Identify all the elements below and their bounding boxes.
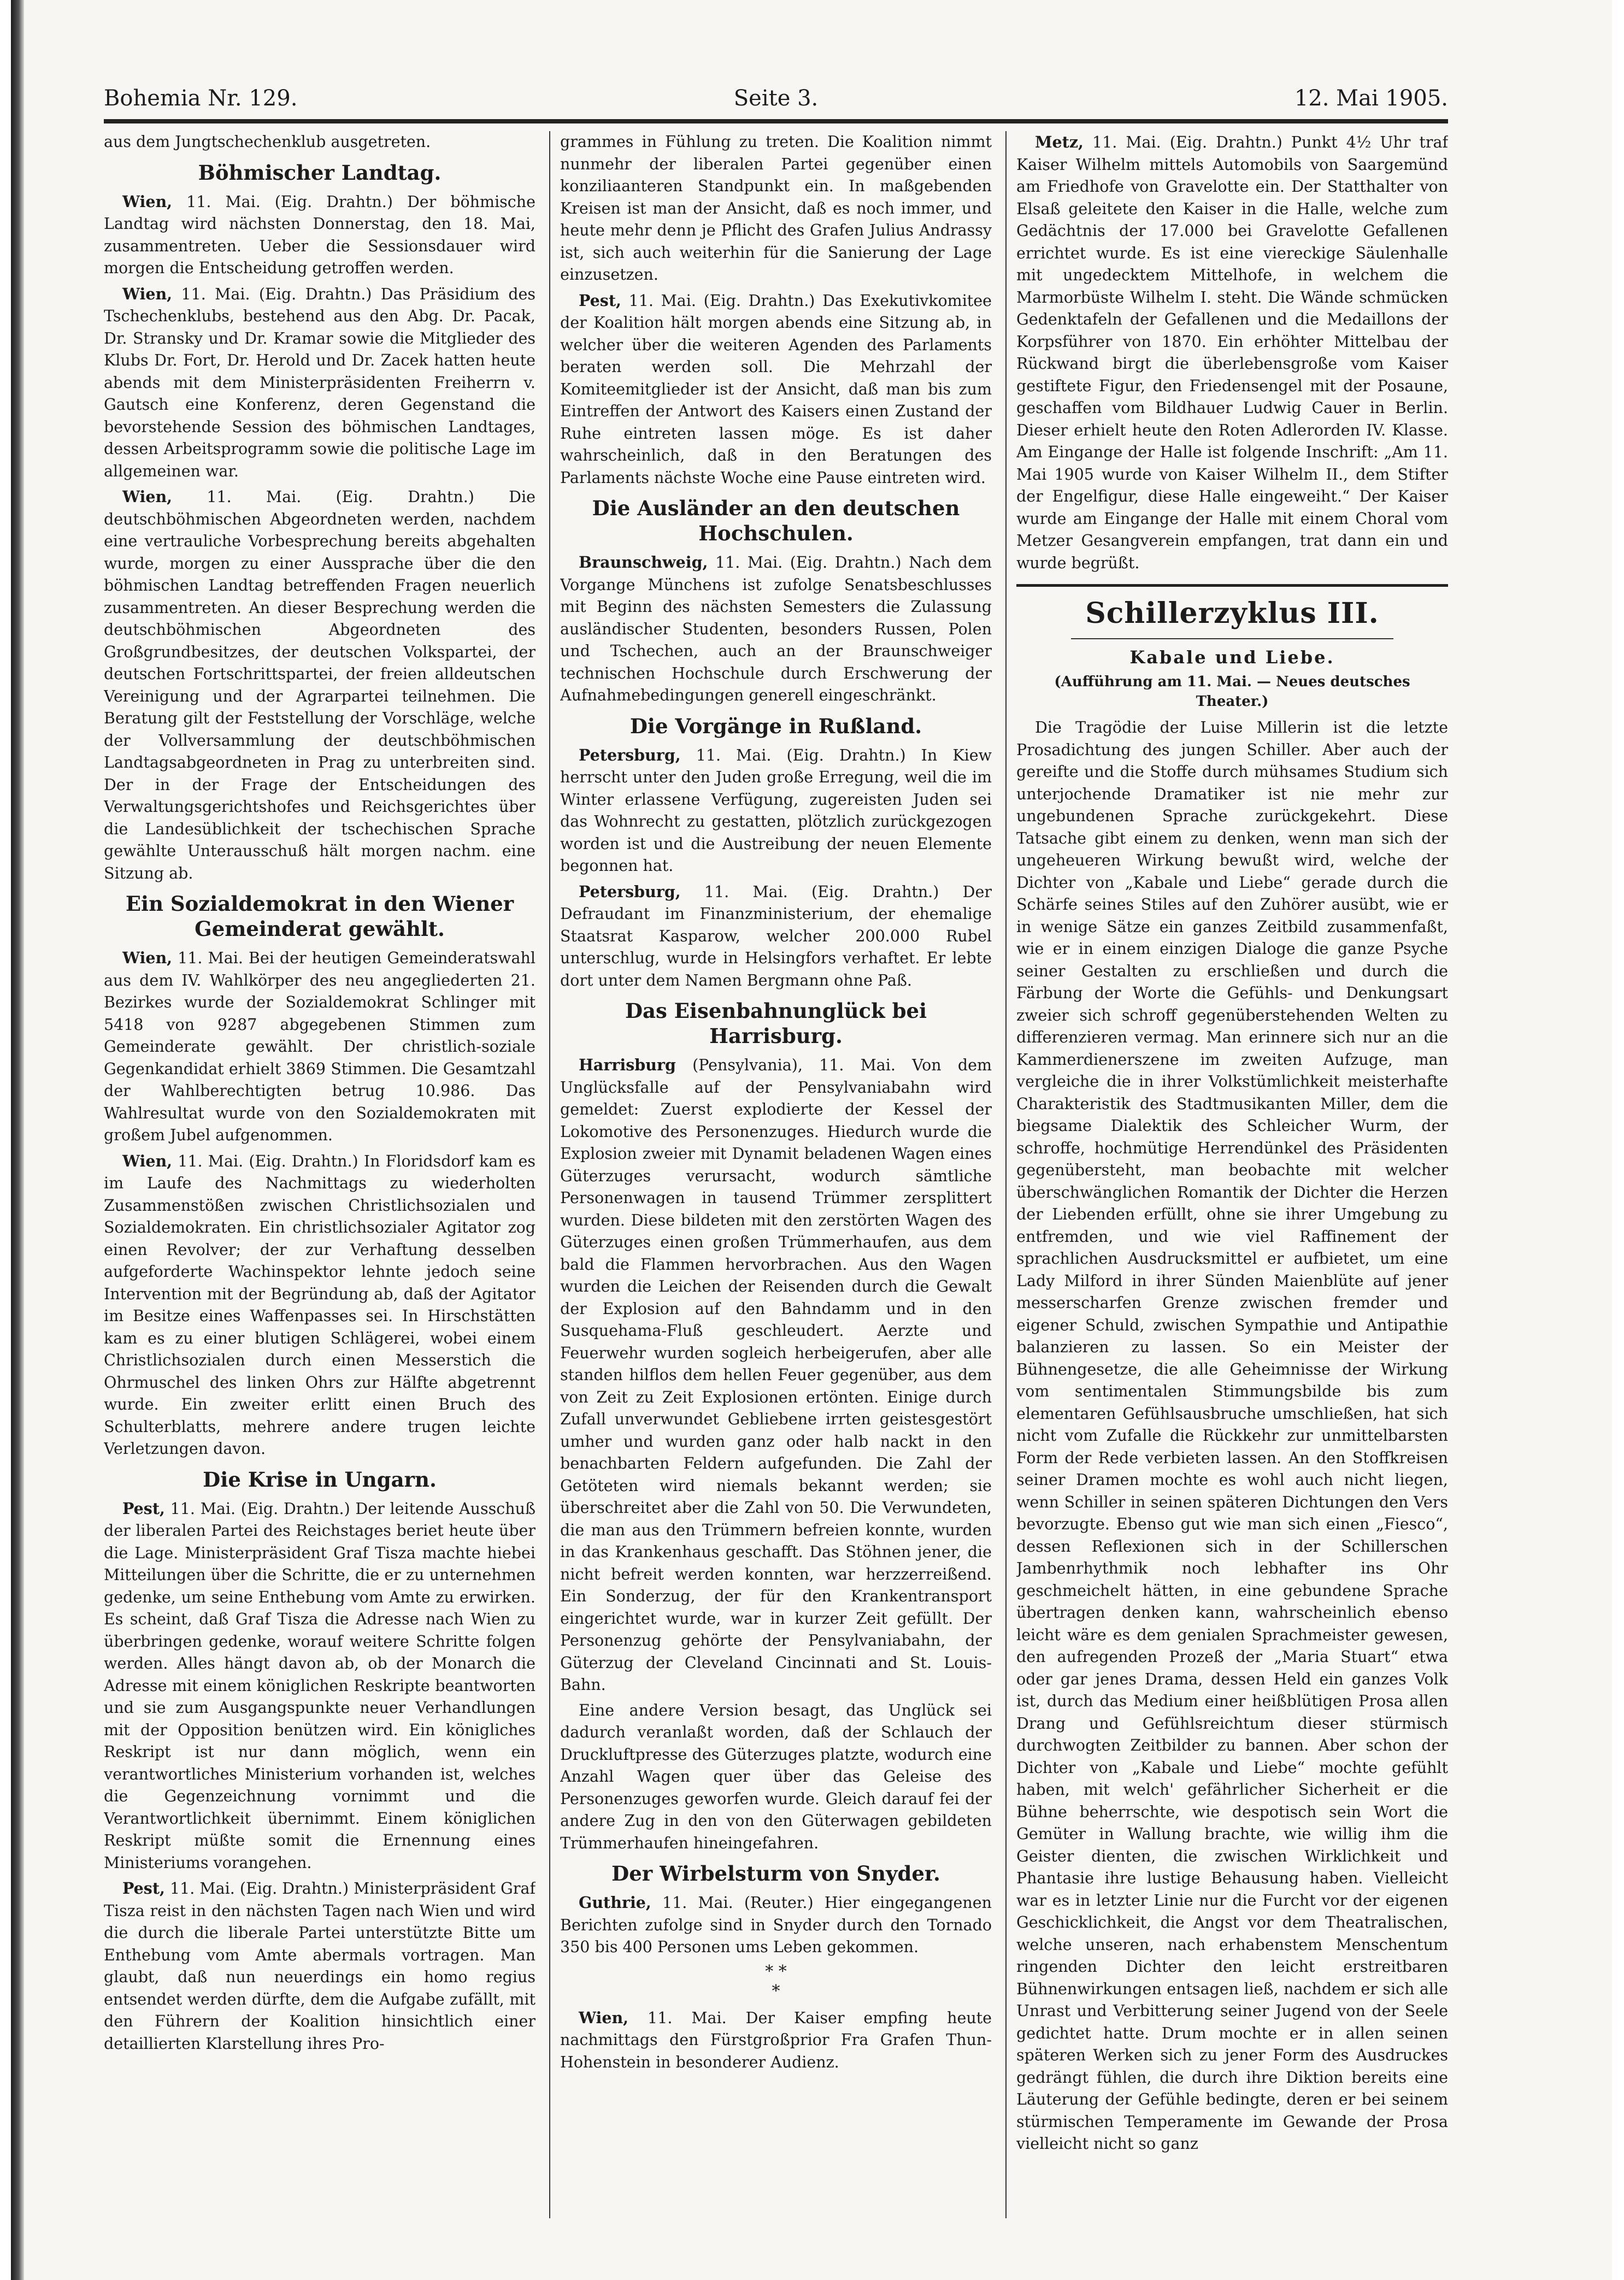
dateline: Wien, <box>122 1151 173 1170</box>
news-text: 11. Mai. Der Kaiser empfing heute nachmittags den Fürstgroßprior Fra Grafen Thun-Hohenstein in besonderer Audienz. <box>560 2008 992 2071</box>
feuilleton-rule <box>1016 584 1448 587</box>
dateline: Wien, <box>122 948 173 967</box>
issue-label: Bohemia Nr. 129. <box>104 86 298 111</box>
news-item <box>560 881 992 992</box>
news-item <box>104 1877 536 2055</box>
news-item <box>104 486 536 885</box>
page-content <box>104 82 1448 2229</box>
news-text: 11. Mai. (Eig. Drahtn.) Das Präsidium des Tschechenklubs, bestehend aus den Abg. Dr. Pacak, Dr. Stransky und Dr. Kramar sowie die Mitglieder des Klubs Dr. Fort, Dr. Herold und Dr. Zacek hatten heute abends mit dem Ministerpräsidenten Freiherrn v. Gautsch eine Konferenz, deren Gegenstand die bevorstehende Session des böhmischen Landtages, dessen Arbeitsprogramm sowie die politische Lage im allgemeinen war. <box>104 285 536 480</box>
news-text: 11. Mai. Bei der heutigen Gemeinderatswahl aus dem IV. Wahlkörper des neu angegliederten 21. Bezirkes wurde der Sozialdemokrat Schlinger mit 5418 von 9287 abgegebenen Stimmen zum Gemeinderate gewählt. Der christlich-soziale Gegenkandidat erhielt 3869 Stimmen. Die Gesamtzahl der Wahlberechtigten betrug 10.986. Das Wahlresultat wurde von den Sozialdemokraten mit großem Jubel aufgenommen. <box>104 949 536 1144</box>
feuilleton-title: Schillerzyklus III. <box>1085 597 1379 630</box>
scan-binding-edge <box>11 0 24 2280</box>
column-2 <box>560 131 992 2224</box>
news-text: 11. Mai. (Eig. Drahtn.) Punkt 4½ Uhr traf Kaiser Wilhelm mittels Automobils von Saargemünd am Friedhofe von Gravelotte ein. Der Statthalter von Elsaß geleitete den Kaiser in die Halle, welche zum Gedächtnis der 17.000 bei Gravelotte Gefallenen errichtet wurde. Es ist eine viereckige Säulenhalle mit ungedecktem Mittelhofe, in welchem die Marmorbüste Wilhelm I. steht. Die Wände schmücken Gedenktafeln der Gefallenen und die Medaillons der Korpsführer von 1870. Ein erhöhter Mittelbau der Rückwand birgt die überlebensgroße vom Kaiser gestiftete Figur, den Friedensengel mit der Posaune, geschaffen vom Bildhauer Ludwig Cauer in Berlin. Dieser erhielt heute den Roten Adlerorden IV. Klasse. Am Eingange der Halle ist folgende Inschrift: „Am 11. Mai 1905 wurde von Kaiser Wilhelm II., dem Stifter der Engelfigur, diese Halle eingeweiht.“ Der Kaiser wurde am Eingange der Halle mit einem Choral vom Metzer Gesangverein empfangen, trat dann ein und wurde begrüßt. <box>1016 133 1448 572</box>
article-continuation: aus dem Jungtschechenklub ausgetreten. <box>104 133 431 151</box>
column-1 <box>104 131 536 2224</box>
column-divider <box>1005 131 1007 2218</box>
news-text: 11. Mai. (Eig. Drahtn.) Ministerpräsident Graf Tisza reist in den nächsten Tagen nach Wien und wird die durch die liberale Partei unterstützte Bitte um Enthebung vom Amte abermals vortragen. Man glaubt, daß nun neuerdings ein homo regius entsendet werden dürfte, dem die Aufgabe zufällt, mit den Führern der Koalition hinsichtlich einer detaillierten Klarstellung ihres Pro- <box>104 1880 536 2053</box>
dateline: Pest, <box>579 291 621 310</box>
issue-date: 12. Mai 1905. <box>1294 86 1448 111</box>
news-text: 11. Mai. (Eig. Drahtn.) Der leitende Ausschuß der liberalen Partei des Reichstages beriet heute über die Lage. Ministerpräsident Graf Tisza machte hiebei Mitteilungen über die Schritte, die er zu unternehmen gedenke, um seine Enthebung vom Amte zu erwirken. Es scheint, daß Graf Tisza die Adresse nach Wien zu überbringen gedenke, worauf weitere Schritte folgen werden. Alles hängt davon ab, ob der Monarch die Adresse mit einem königlichen Reskripte beantworten und sie zum Ausgangspunkte neuer Verhandlungen mit der Opposition benützen wird. Ein königliches Reskript ist nur dann möglich, wenn ein verantwortliches Ministerium vorhanden ist, welches die Gegenzeichnung vornimmt und die Verantwortlichkeit übernimmt. Einem königlichen Reskript müßte somit die Ernennung eines Ministeriums vorangehen. <box>104 1499 536 1872</box>
dateline: Braunschweig, <box>579 553 708 572</box>
news-text: 11. Mai. (Eig. Drahtn.) Die deutschböhmischen Abgeordneten werden, nachdem eine vertrauliche Vorbesprechung bereits abgehalten wurde, morgen zu einer Aussprache über die den böhmischen Landtag betreffenden Fragen neuerlich zusammentreten. An dieser Besprechung werden die deutschböhmischen Abgeordneten des Großgrundbesitzes, der deutschen Volkspartei, der deutschen Fortschrittspartei, der freien alldeutschen Vereinigung und der Agrarpartei teilnehmen. Die Beratung gilt der Feststellung der Vorschläge, welche der Vollversammlung der deutschböhmischen Landtagsabgeordneten in Prag zu unterbreiten sind. Der in der Frage der Entscheidungen des Verwaltungsgerichtshofes und Reichsgerichtes über die Landesüblichkeit der tschechischen Sprache gewählte Unterausschuß hält morgen nachm. eine Sitzung ab. <box>104 488 536 882</box>
page-header <box>104 82 1448 115</box>
asterism-separator: * * * <box>765 1961 787 2001</box>
news-item <box>1016 131 1448 574</box>
dateline: Petersburg, <box>579 745 681 764</box>
headline: Die Krise in Ungarn. <box>203 1467 437 1492</box>
news-item <box>104 947 536 1147</box>
article-continuation: grammes in Fühlung zu treten. Die Koalition nimmt nunmehr der liberalen Partei gegenüber einen konziliaanteren Standpunkt ein. In maßgebenden Kreisen ist man der Ansicht, daß es noch immer, und heute mehr denn je Pflicht des Grafen Julius Andrassy ist, sich auch weiterhin für die Sanierung der Lage einzusetzen. <box>560 133 992 284</box>
news-item <box>104 1498 536 1875</box>
news-item: Eine andere Version besagt, das Unglück sei dadurch veranlaßt worden, daß der Schlauch der Druckluftpresse des Güterzuges platzte, wodurch eine Anzahl Wagen quer über das Geleise des Personenzuges geworfen wurde. Gleich darauf fei der andere Zug in den von den Güterwagen gebildeten Trümmerhaufen hineingefahren. <box>560 1701 992 1852</box>
dateline: Harrisburg <box>579 1056 676 1074</box>
news-item <box>104 1150 536 1460</box>
news-text: 11. Mai. (Eig. Drahtn.) Der Defraudant im Finanzministerium, der ehemalige Staatsrat Kasparow, welcher 200.000 Rubel unterschlug, wurde in Helsingfors verhaftet. Er lebte dort unter dem Namen Bergmann ohne Paß. <box>560 882 992 989</box>
news-item <box>560 744 992 877</box>
news-item <box>560 290 992 490</box>
headline: Die Vorgänge in Rußland. <box>629 714 922 738</box>
news-text: 11. Mai. (Eig. Drahtn.) In Kiew herrscht unter den Juden große Erregung, weil die im Winter erlassene Verfügung, zugereisten Juden sei das Wohnrecht zu gestatten, plötzlich zurückgezogen worden ist und die Austreibung der neuen Elemente begonnen hat. <box>560 746 992 875</box>
column-3 <box>1016 131 1448 2224</box>
news-text: 11. Mai. (Reuter.) Hier eingegangenen Berichten zufolge sind in Snyder durch den Tornado 350 bis 400 Personen ums Leben gekommen. <box>560 1894 992 1956</box>
dateline: Wien, <box>122 192 173 211</box>
news-item <box>104 191 536 280</box>
news-item <box>560 1892 992 1959</box>
play-title: Kabale und Liebe. <box>1129 647 1335 668</box>
dateline: Wien, <box>579 2008 629 2027</box>
dateline: Guthrie, <box>579 1893 651 1912</box>
dateline: Pest, <box>122 1499 165 1518</box>
news-text: 11. Mai. (Eig. Drahtn.) Das Exekutivkomitee der Koalition hält morgen abends eine Sitzung ab, in welcher über die weiteren Agenden des Parlaments beraten werden soll. Die Mehrzahl der Komiteemitglieder ist der Ansicht, daß man bis zum Eintreffen der Antwort des Kaisers einen Zustand der Ruhe eintreten lassen möge. Es ist daher wahrscheinlich, daß in den Beratungen des Parlaments nächste Woche eine Pause eintreten wird. <box>560 291 992 487</box>
headline: Böhmischer Landtag. <box>198 160 442 185</box>
headline: Der Wirbelsturm von Snyder. <box>611 1861 940 1886</box>
header-rule <box>104 119 1448 123</box>
news-item <box>560 551 992 707</box>
news-item <box>560 1054 992 1696</box>
dateline: Metz, <box>1035 133 1084 151</box>
news-text: 11. Mai. (Eig. Drahtn.) Der böhmische Landtag wird nächsten Donnerstag, den 18. Mai, zusammentreten. Ueber die Sessionsdauer wird morgen die Entscheidung getroffen werden. <box>104 192 536 277</box>
page-number: Seite 3. <box>733 86 819 111</box>
dateline: Wien, <box>122 487 173 506</box>
dateline: Petersburg, <box>579 882 681 901</box>
news-text: 11. Mai. (Eig. Drahtn.) In Floridsdorf kam es im Laufe des Nachmittags zu wiederholten Zusammenstößen zwischen Christlichsozialen und Sozialdemokraten. Ein christlichsozialer Agitator zog einen Revolver; der zur Verhaftung desselben aufgeforderte Wachinspektor lehnte jedoch seine Intervention mit der Begründung ab, daß der Agitator im Besitze eines Waffenpasses sei. In Hirschstätten kam es zu einer blutigen Schlägerei, wobei einem Christlichsozialen durch einen Messerstich die Ohrmuschel des linken Ohrs zur Hälfte abgetrennt wurde. Ein zweiter erlitt einen Bruch des Schulterblatts, mehrere andere trugen leichte Verletzungen davon. <box>104 1152 536 1458</box>
headline: Ein Sozialdemokrat in den Wiener Gemeinderat gewählt. <box>125 892 514 941</box>
headline: Das Eisenbahnunglück bei Harrisburg. <box>625 999 927 1048</box>
column-divider <box>549 131 550 2218</box>
news-item <box>560 2007 992 2074</box>
dateline: Pest, <box>122 1879 165 1898</box>
news-item <box>104 283 536 483</box>
review-text: Die Tragödie der Luise Millerin ist die letzte Prosadichtung des jungen Schiller. Aber auch der gereifte und die Stoffe durch mühsames Studium sich unterjochende Dramatiker ist nie mehr zur ungebundenen Sprache zurückgekehrt. Diese Tatsache gibt einem zu denken, wenn man sich der ungeheueren Wirkung bewußt wird, welche der Dichter von „Kabale und Liebe“ gerade durch die Schärfe seines Stiles auf den Zuhörer ausübt, wie er in wenige Sätze ein ganzes Zeitbild zusammenfaßt, wie er in einem einzigen Dialoge die ganze Psyche seiner Gestalten zu erschließen und durch die Färbung der Worte die Gefühls- und Denkungsart zweier sich schroff gegenüberstehenden Welten zu differenzieren vermag. Man erinnere sich nur an die Kammerdienerszene im zweiten Aufzuge, man vergleiche die in ihrer Volkstümlichkeit meisterhafte Charakteristik des Stadtmusikanten Miller, dem die biegsame Dialektik des Schleicher Wurm, der schroffe, hochmütige Herrendünkel des Präsidenten gegenübersteht, man beobachte mit welcher überschwänglichen Romantik der Dichter die Herzen der Liebenden erfüllt, ohne sie ihrer Umgebung zu entfremden, und wie viel Raffinement der sprachlichen Ausdrucksmittel er aufbietet, um eine Lady Milford in ihrer Sünden Maienblüte auf jener messerscharfen Grenze zwischen fremder und eigener Schuld, zwischen Sympathie und Antipathie balanzieren zu lassen. So ein Meister der Bühnengesetze, die alle Geheimnisse der Wirkung vom sentimentalen Stimmungsbilde bis zum elementaren Gefühlsausbruche umschließen, hat sich nicht vom Zufalle die Rückkehr zur unmittelbarsten Form der Rede verbieten lassen. An den Stoffkreisen seiner Dramen mochte es wohl auch nicht liegen, wenn Schiller in seinen späteren Dichtungen den Vers bevorzugte. Ebenso gut wie man sich einen „Fiesco“, dessen Reflexionen sich in der Schillerschen Jambenrhythmik noch lebhafter ins Ohr geschmeichelt hätten, in eine gebundene Sprache übertragen denken kann, wahrscheinlich ebenso leicht wäre es dem genialen Sprachmeister gewesen, den aufregenden Prozeß der „Maria Stuart“ etwa oder gar jenes Drama, dessen Held ein ganzes Volk ist, durch das Medium einer heißblütigen Prosa allen Drang und Gefühlsreichtum dieser stürmisch durchwogten Zeitbilder zu bannen. Aber schon der Dichter von „Kabale und Liebe“ mochte gefühlt haben, mit welch' gefährlicher Sicherheit er die Bühne beherrschte, wie despotisch sein Wort die Gemüter in Wallung brachte, wie willig ihm die Geister dienten, die zwischen Wirklichkeit und Phantasie ihre lustige Behausung haben. Vielleicht war es in letzter Linie nur die Furcht vor der eigenen Geschicklichkeit, die Angst vor dem Theatralischen, welche unseren, nach erhabenstem Menschentum ringenden Dichter den leicht erstreitbaren Bühnenwirkungen entsagen ließ, nachdem er sich alle Unrast und Verbitterung seiner Jugend von der Seele gedichtet hatte. Drum mochte er in allen seinen späteren Werken sich zu jener Form des Ausdruckes gedrängt fühlen, die durch ihre Diktion bereits eine Läuterung der Gefühle bedingte, deren er bei seinem stürmischen Temperamente im Gewande der Prosa vielleicht nicht so ganz <box>1016 718 1448 2153</box>
news-text: (Pensylvania), 11. Mai. Von dem Unglücksfalle auf der Pensylvaniabahn wird gemeldet: Zuerst explodierte der Kessel der Lokomotive des Personenzuges. Hiedurch wurde die Explosion zweier mit Dynamit beladenen Wagen eines Güterzuges verursacht, wodurch sämtliche Personenwagen in tausend Trümmer zersplittert wurden. Diese bildeten mit den zerstörten Wagen des Güterzuges einen großen Trümmerhaufen, aus dem bald die Flammen hervorbrachen. Aus den Wagen wurden die Leichen der Reisenden durch die Gewalt der Explosion auf den Bahndamm und in den Susquehama-Fluß geschleudert. Aerzte und Feuerwehr wurden sogleich herbeigerufen, aber alle standen hilflos dem hellen Feuer gegenüber, aus dem von Zeit zu Zeit Explosionen ertönten. Einige durch Zufall unverwundet Gebliebene irrten geistesgestört umher und wurden ganz oder halb nackt in den benachbarten Feldern aufgefunden. Die Zahl der Getöteten wird niemals bekannt werden; sie überschreitet aber die Zahl von 50. Die Verwundeten, die man aus den Trümmern befreien konnte, wurden in das Krankenhaus geschafft. Das Stöhnen jener, die nicht befreit werden konnten, war herzzerreißend. Ein Sonderzug, der für den Krankentransport eingerichtet wurde, war in kurzer Zeit gefüllt. Der Personenzug gehörte der Pensylvaniabahn, der Güterzug der Cleveland Cincinnati and St. Louis-Bahn. <box>560 1056 992 1694</box>
newspaper-page <box>11 0 1612 2280</box>
performance-note: (Aufführung am 11. Mai. — Neues deutsches Theater.) <box>1054 674 1410 710</box>
headline: Die Ausländer an den deutschen Hochschulen. <box>592 496 960 545</box>
news-text: 11. Mai. (Eig. Drahtn.) Nach dem Vorgange Münchens ist zufolge Senatsbeschlusses mit Beginn des nächsten Semesters die Zulassung ausländischer Studenten, besonders Russen, Polen und Tschechen, auch an der Braunschweiger technischen Hochschule durch Erschwerung der Aufnahmebedingungen generell eingeschränkt. <box>560 553 992 704</box>
title-underline <box>1071 638 1393 639</box>
dateline: Wien, <box>122 284 173 303</box>
